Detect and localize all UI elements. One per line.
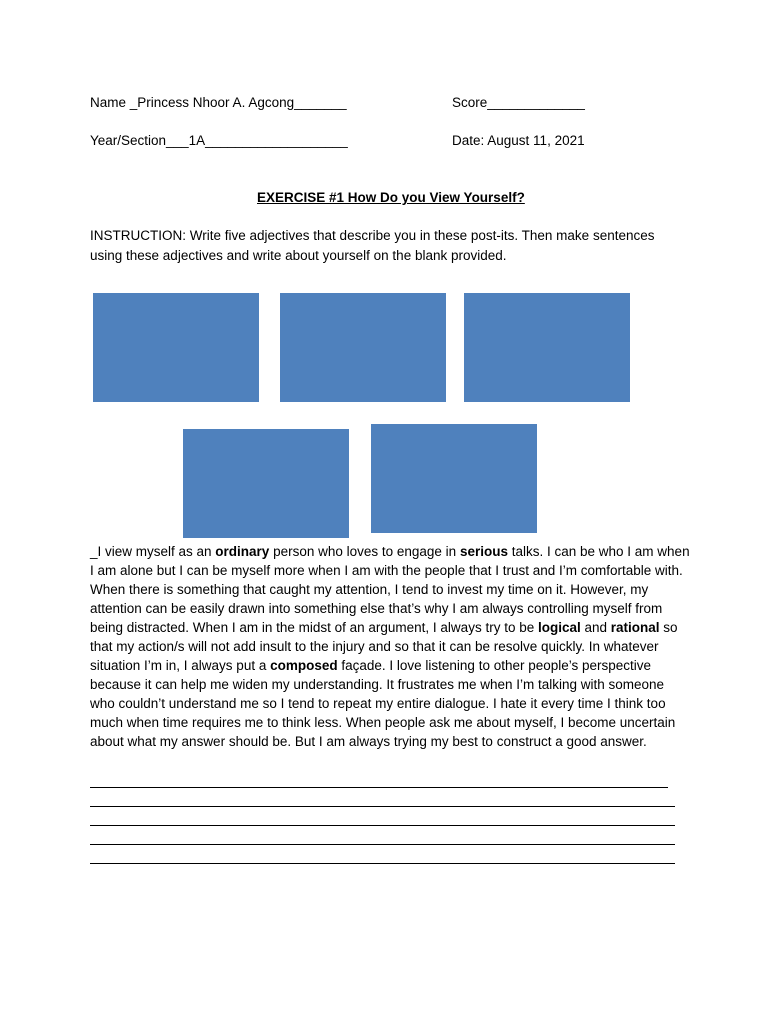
blank-line-1 bbox=[90, 787, 668, 788]
blank-line-3 bbox=[90, 825, 675, 826]
exercise-title: EXERCISE #1 How Do you View Yourself? bbox=[257, 190, 525, 205]
date-field: Date: August 11, 2021 bbox=[452, 133, 585, 148]
adjective-logical: logical bbox=[537, 620, 581, 635]
answer-text: _I view myself as an bbox=[90, 544, 216, 559]
adjective-ordinary: ordinary bbox=[215, 544, 270, 559]
answer-text: and bbox=[580, 620, 611, 635]
blank-line-5 bbox=[90, 863, 675, 864]
score-field: Score_____________ bbox=[452, 95, 585, 110]
answer-text: so that my action/s will not add insult to the injury and so that it can be resolve quickly. In whatever situation I’m in, I always put a bbox=[90, 620, 678, 673]
answer-paragraph bbox=[90, 542, 690, 751]
post-it-5 bbox=[371, 424, 537, 533]
year-section-field: Year/Section___1A___________________ bbox=[90, 133, 348, 148]
blank-line-2 bbox=[90, 806, 675, 807]
instruction-line-1: INSTRUCTION: Write five adjectives that describe you in these post-its. Then make sentences bbox=[90, 228, 655, 243]
name-field: Name _Princess Nhoor A. Agcong_______ bbox=[90, 95, 347, 110]
blank-line-4 bbox=[90, 844, 675, 845]
adjective-rational: rational bbox=[610, 620, 660, 635]
adjective-serious: serious bbox=[459, 544, 508, 559]
adjective-composed: composed bbox=[270, 658, 338, 673]
post-it-1 bbox=[93, 293, 259, 402]
answer-text: façade. I love listening to other people’s perspective because it can help me widen my understanding. It frustrates me when I’m talking with someone who couldn’t understand me so I tend to repeat my entire dialogue. I hate it every time I think too much when time requires me to think less. When people ask me about myself, I become uncertain about what my answer should be. But I am always trying my best to construct a good answer. bbox=[90, 658, 676, 749]
post-it-3 bbox=[464, 293, 630, 402]
answer-text: talks. I can be who I am when I am alone but I can be myself more when I am with the people that I trust and I’m comfortable with. When there is something that caught my attention, I tend to invest my time on it. However, my attention can be easily drawn into something else that’s why I am always controlling myself from being distracted. When I am in the midst of an argument, I always try to be bbox=[90, 544, 690, 635]
post-it-4 bbox=[183, 429, 349, 538]
answer-text: person who loves to engage in bbox=[269, 544, 460, 559]
post-it-2 bbox=[280, 293, 446, 402]
instruction-line-2: using these adjectives and write about yourself on the blank provided. bbox=[90, 248, 507, 263]
